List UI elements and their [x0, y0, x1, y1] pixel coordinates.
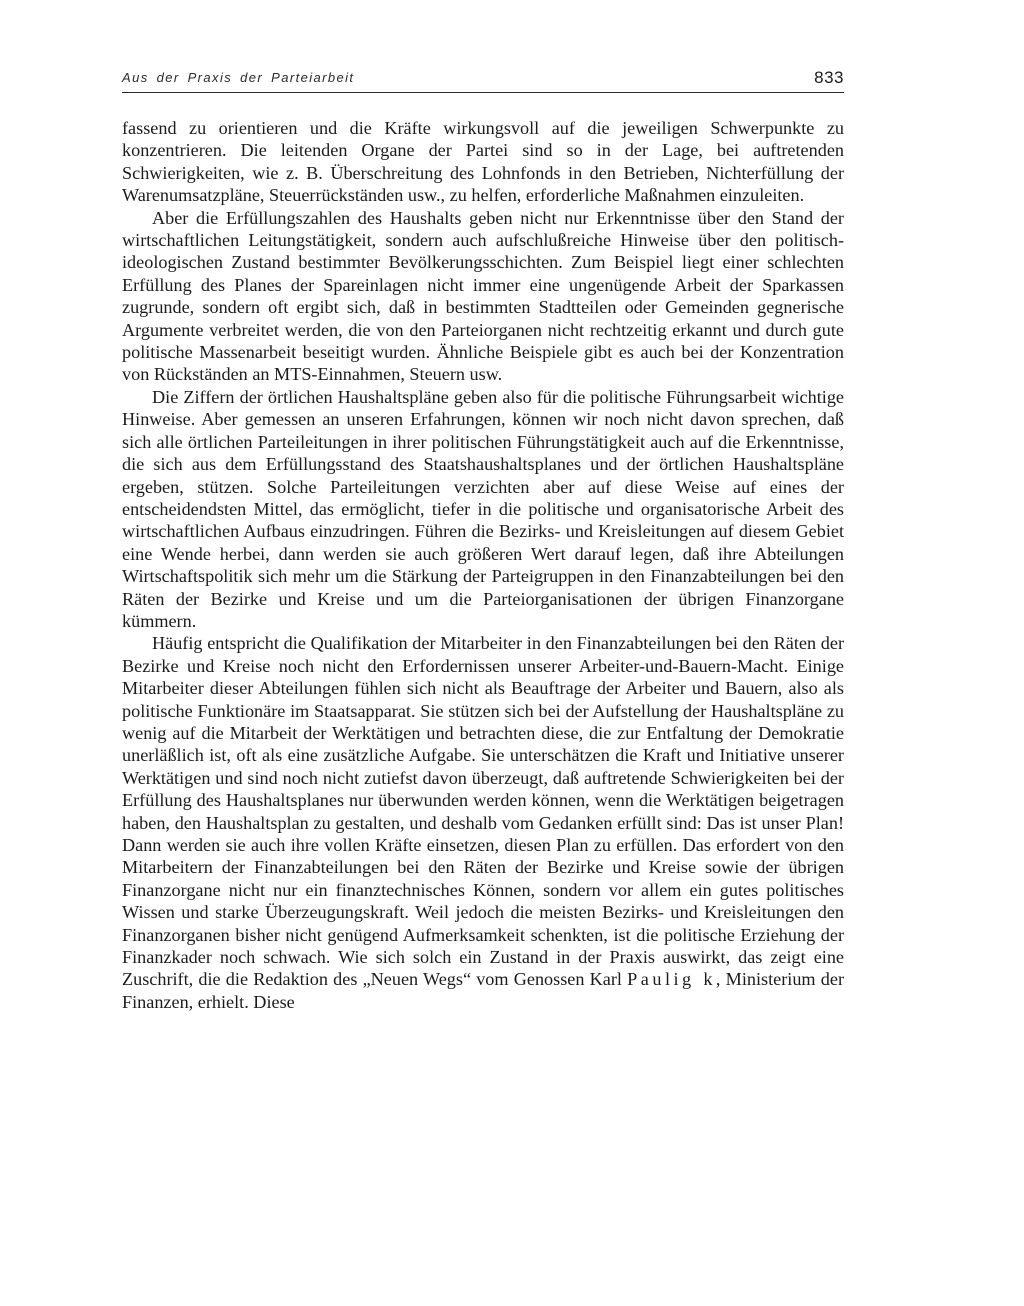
paragraph-3: Die Ziffern der örtlichen Haushaltspläne geben also für die politische Führungsarbeit wichtige Hinweise. Aber gemessen an unseren Erfahrungen, können wir noch nicht davon sprechen, daß sich alle örtlichen Parteileitungen in ihrer politischen Führungstätigkeit auch auf die Erkenntnisse, die sich aus dem Erfüllungsstand des Staatshaushaltsplanes und der örtlichen Haushaltspläne ergeben, stützen. Solche Parteileitungen verzichten aber auf diese Weise auf eines der entscheidendsten Mittel, das ermöglicht, tiefer in die politische und organisatorische Arbeit des wirtschaftlichen Aufbaus einzudringen. Führen die Bezirks- und Kreisleitungen auf diesem Gebiet eine Wende herbei, dann werden sie auch größeren Wert darauf legen, daß ihre Abteilungen Wirtschaftspolitik sich mehr um die Stärkung der Parteigruppen in den Finanzabteilungen bei den Räten der Bezirke und Kreise und um die Parteiorganisationen der übrigen Finanzorgane kümmern.: [122, 386, 844, 631]
body-text: [122, 117, 844, 1013]
header-rule: [122, 92, 844, 93]
running-title: Aus der Praxis der Parteiarbeit: [122, 70, 355, 85]
page-number: 833: [814, 68, 844, 87]
paragraph-4-text: Häufig entspricht die Qualifikation der Mitarbeiter in den Finanzabteilungen bei den Räten der Bezirke und Kreise noch nicht den Erfordernissen unserer Arbeiter-und-Bauern-Macht. Einige Mitarbeiter dieser Abteilungen fühlen sich nicht als Beauftrage der Arbeiter und Bauern, also als politische Funktionäre im Staatsapparat. Sie stützen sich bei der Aufstellung der Haushaltspläne zu wenig auf die Mitarbeit der Werktätigen und betrachten diese, die zur Entfaltung der Demokratie unerläßlich ist, oft als eine zusätzliche Aufgabe. Sie unterschätzen die Kraft und Initiative unserer Werktätigen und sind noch nicht zutiefst davon überzeugt, daß auftretende Schwierigkeiten bei der Erfüllung des Haushaltsplanes nur überwunden werden können, wenn die Werktätigen beigetragen haben, den Haushaltsplan zu gestalten, und deshalb vom Gedanken erfüllt sind: Das ist unser Plan! Dann werden sie auch ihre vollen Kräfte einsetzen, diesen Plan zu erfüllen. Das erfordert von den Mitarbeitern der Finanzabteilungen bei den Räten der Bezirke und Kreise sowie der übrigen Finanzorgane nicht nur ein finanztechnisches Können, sondern vor allem ein gutes politisches Wissen und starke Überzeugungskraft. Weil jedoch die meisten Bezirks- und Kreisleitungen den Finanzorganen bisher nicht genügend Aufmerksamkeit schenkten, ist die politische Erziehung der Finanzkader noch schwach. Wie sich solch ein Zustand in der Praxis auswirkt, das zeigt eine Zuschrift, die die Redaktion des „Neuen Wegs“ vom Genossen Karl: [122, 633, 844, 990]
paragraph-2: Aber die Erfüllungszahlen des Haushalts geben nicht nur Erkenntnisse über den Stand der wirtschaftlichen Leitungstätigkeit, sondern auch aufschlußreiche Hinweise über den politisch-ideologischen Zustand bestimmter Bevölkerungsschichten. Zum Beispiel liegt einer schlechten Erfüllung des Planes der Spareinlagen nicht immer eine ungenügende Arbeit der Sparkassen zugrunde, sondern oft ergibt sich, daß in bestimmten Stadtteilen oder Gemeinden gegnerische Argumente verbreitet werden, die von den Parteiorganen nicht rechtzeitig erkannt und durch gute politische Massenarbeit beseitigt wurden. Ähnliche Beispiele gibt es auch bei der Konzentration von Rückständen an MTS-Einnahmen, Steuern usw.: [122, 207, 844, 385]
running-header: [122, 68, 844, 90]
author-name-spaced: Paulig k: [627, 969, 716, 990]
paragraph-4-end: , Ministerium der Finanzen, erhielt. Diese: [122, 969, 844, 1012]
paragraph-4: [122, 632, 844, 1013]
paragraph-1: fassend zu orientieren und die Kräfte wirkungsvoll auf die jeweiligen Schwerpunkte zu konzentrieren. Die leitenden Organe der Partei sind so in der Lage, bei auftretenden Schwierigkeiten, wie z. B. Überschreitung des Lohnfonds in den Betrieben, Nichterfüllung der Warenumsatzpläne, Steuerrückständen usw., zu helfen, erforderliche Maßnahmen einzuleiten.: [122, 118, 844, 206]
